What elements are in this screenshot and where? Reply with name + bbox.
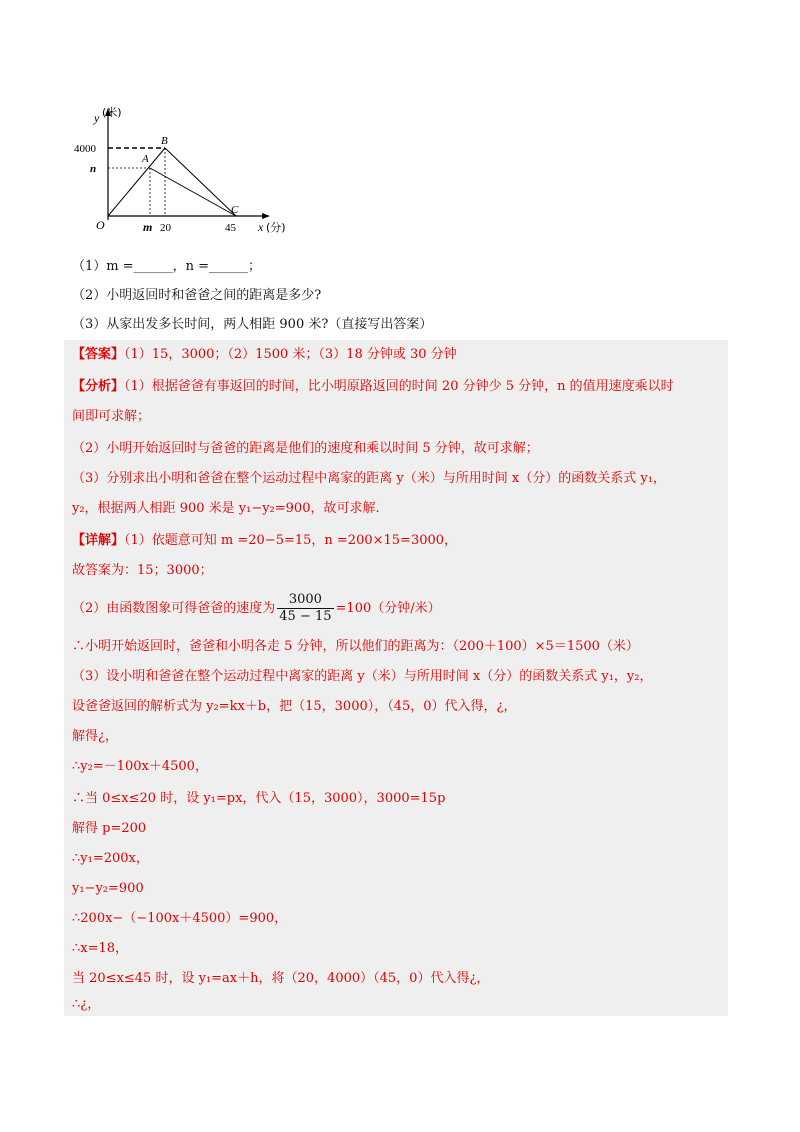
- analysis-text-3a: （3）分别求出小明和爸爸在整个运动过程中离家的距离 y（米）与所用时间 x（分）的函数关系式 y₁，: [72, 471, 666, 486]
- y-tick-n: n: [90, 163, 97, 175]
- analysis-text-1b: 间即可求解；: [72, 409, 151, 424]
- point-b-label: B: [161, 135, 168, 147]
- solution-block: [64, 340, 728, 1016]
- fraction-numerator: 3000: [277, 592, 333, 609]
- x-axis-label: x: [258, 220, 264, 234]
- y-unit-label: (米): [102, 106, 122, 119]
- question-2: （2）小明返回时和爸爸之间的距离是多少?: [72, 288, 322, 303]
- x-tick-20: 20: [160, 222, 171, 234]
- detail-text-2-post: =100（分钟/米）: [335, 601, 441, 616]
- detail-text-2b: ∴小明开始返回时，爸爸和小明各走 5 分钟，所以他们的距离为：（200＋100）×5＝1500（米）: [72, 639, 639, 654]
- detail-text-3d: ∴y₂=－100x＋4500，: [72, 759, 208, 774]
- detail-text-3e: ∴当 0≤x≤20 时，设 y₁=px，代入（15，3000），3000=15p: [72, 791, 446, 806]
- detail-text-3a: （3）设小明和爸爸在整个运动过程中离家的距离 y（米）与所用时间 x（分）的函数关系式 y₁，y₂，: [72, 669, 653, 684]
- line-o-b: [108, 148, 165, 216]
- answer-line: [72, 346, 457, 364]
- detail-text-2-pre: （2）由函数图象可得爸爸的速度为: [72, 601, 276, 616]
- detail-text-3k: 当 20≤x≤45 时，设 y₁=ax＋h，将（20，4000）（45，0）代入得¿，: [72, 971, 490, 986]
- y-axis-label: y: [94, 111, 100, 125]
- question-1: （1）m =______，n =______；: [72, 259, 262, 274]
- detail-text-3f: 解得 p=200: [72, 821, 147, 836]
- analysis-line-1: [72, 378, 674, 396]
- point-c-label: C: [231, 204, 239, 216]
- x-unit-label: (分): [266, 221, 286, 234]
- detail-text-3g: ∴y₁=200x，: [72, 851, 149, 866]
- detail-text-1: （1）依题意可知 m =20−5=15，n =200×15=3000，: [124, 533, 458, 548]
- x-axis-arrow: [262, 213, 270, 219]
- distance-time-graph: [68, 100, 288, 240]
- detail-text-3l: ∴¿，: [72, 997, 101, 1012]
- point-a-label: A: [142, 153, 149, 165]
- fraction-denominator: 45 − 15: [279, 609, 332, 624]
- detail-text-3j: ∴x=18，: [72, 941, 129, 956]
- detail-text-3i: ∴200x−（−100x＋4500）=900，: [72, 911, 288, 926]
- analysis-text-3b: y₂，根据两人相距 900 米是 y₁−y₂=900，故可求解.: [72, 501, 380, 516]
- origin-label: O: [96, 218, 105, 232]
- analysis-text-2: （2）小明开始返回时与爸爸的距离是他们的速度和乘以时间 5 分钟，故可求解；: [72, 441, 539, 456]
- analysis-tag: 【分析】: [72, 379, 125, 394]
- answer-tag: 【答案】: [72, 347, 125, 362]
- detail-line-1: [72, 532, 457, 550]
- analysis-text-1a: （1）根据爸爸有事返回的时间，比小明原路返回的时间 20 分钟少 5 分钟，n 的值用速度乘以时: [124, 379, 674, 394]
- y-tick-4000: 4000: [74, 143, 96, 155]
- speed-fraction: [277, 592, 333, 625]
- answer-text: （1）15，3000；（2）1500 米；（3）18 分钟或 30 分钟: [124, 347, 457, 362]
- question-3: （3）从家出发多长时间，两人相距 900 米?（直接写出答案）: [72, 317, 433, 332]
- x-tick-m: m: [143, 220, 153, 234]
- detail-text-3h: y₁−y₂=900: [72, 881, 144, 896]
- detail-line-2: [72, 592, 441, 625]
- detail-text-1b: 故答案为：15；3000；: [72, 563, 213, 578]
- detail-tag: 【详解】: [72, 533, 125, 548]
- x-tick-45: 45: [225, 222, 236, 234]
- detail-text-3b: 设爸爸返回的解析式为 y₂=kx＋b，把（15，3000），（45，0）代入得，¿，: [72, 699, 517, 714]
- detail-text-3c: 解得¿，: [72, 729, 118, 744]
